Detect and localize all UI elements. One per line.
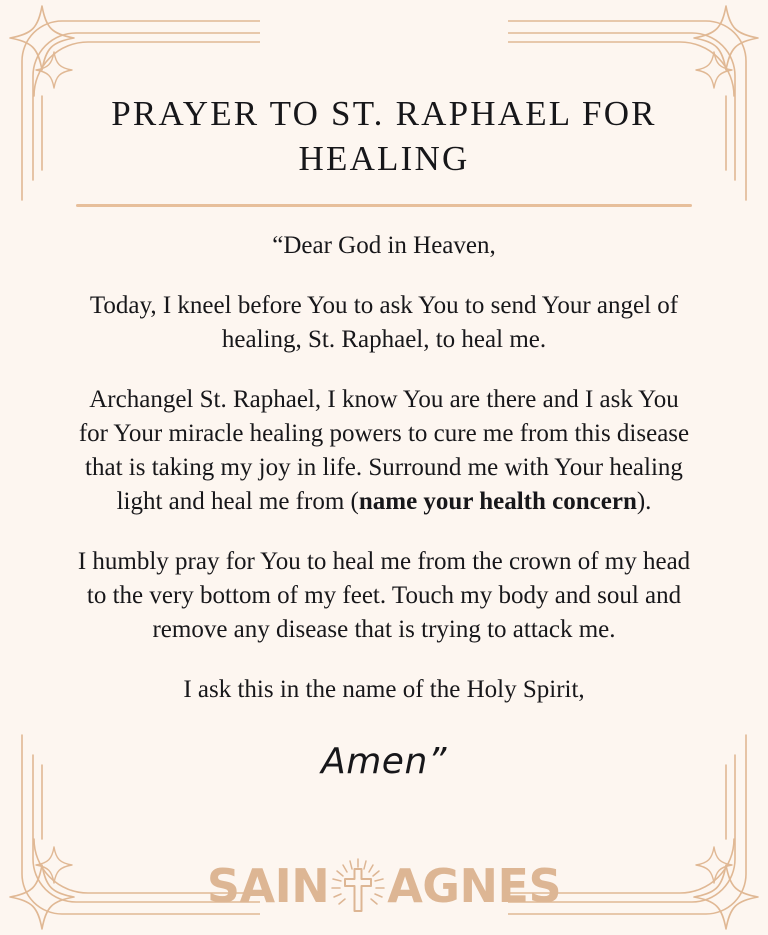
prayer-paragraph-3 (74, 383, 694, 519)
cross-with-rays-icon (327, 855, 389, 917)
page-title-line-1: PRAYER TO ST. RAPHAEL FOR (111, 94, 657, 133)
prayer-paragraph-2: Today, I kneel before You to ask You to send Your angel of healing, St. Raphael, to heal me. (89, 291, 679, 353)
prayer-paragraph-1: “Dear God in Heaven, (272, 231, 496, 259)
prayer-paragraph-4: I humbly pray for You to heal me from the crown of my head to the very bottom of my feet. Touch my body and soul and remove any disease that is trying to attack me. (77, 547, 691, 643)
page-title (104, 92, 664, 182)
prayer-paragraph-5: I ask this in the name of the Holy Spirit, (183, 675, 585, 703)
prayer-closing-amen: Amen” (321, 740, 447, 782)
prayer-paragraph-3-text: Archangel St. Raphael, I know You are there and I ask You for Your miracle healing powers to cure me from this disease that is taking my joy in life. Surround me with Your healing light and heal me from ( (78, 385, 690, 515)
prayer-body (74, 229, 694, 707)
brand-logo (0, 855, 768, 917)
health-concern-suffix: ). (636, 487, 652, 515)
brand-word-left: SAIN (206, 859, 330, 913)
page-title-line-2: HEALING (298, 138, 470, 178)
title-divider (76, 204, 692, 207)
brand-word-right: AGNES (387, 859, 562, 913)
health-concern-emphasis: name your health concern (358, 487, 637, 515)
